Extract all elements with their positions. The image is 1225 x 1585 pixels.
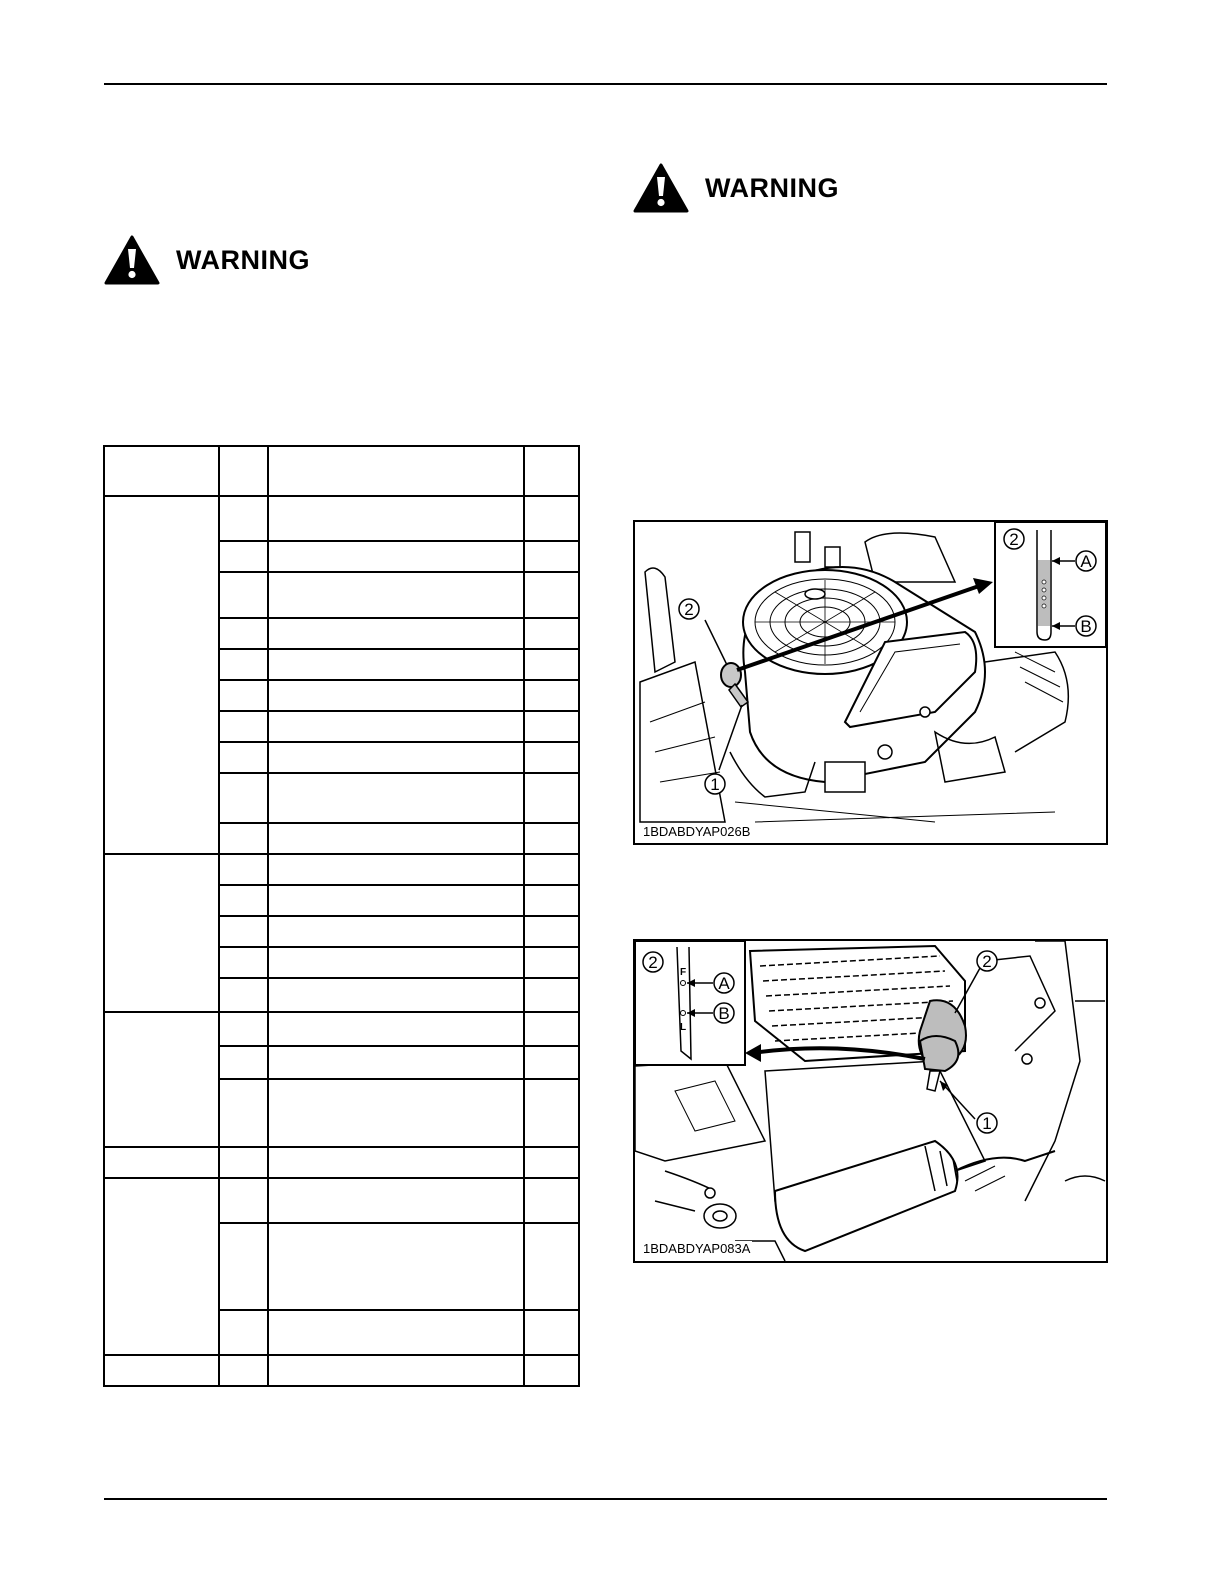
- table-cell: [219, 947, 268, 978]
- table-row: [104, 1147, 579, 1178]
- table-cell: [268, 541, 524, 572]
- table-cell: [219, 572, 268, 618]
- table-cell: [219, 1310, 268, 1355]
- table-cell: [524, 1046, 579, 1079]
- table-cell: [268, 823, 524, 854]
- table-cell: [219, 446, 268, 496]
- table-cell: [268, 1178, 524, 1223]
- table-row: [104, 1178, 579, 1223]
- callout-b: B: [718, 1004, 730, 1023]
- table-cell: [219, 823, 268, 854]
- dipstick-mark-f: F: [679, 967, 687, 978]
- table-cell: [524, 496, 579, 541]
- table-cell-item: [104, 854, 219, 1012]
- engine-illustration: [635, 522, 1106, 843]
- table-cell: [268, 978, 524, 1012]
- warning-triangle-icon: [633, 163, 689, 213]
- table-cell: [524, 1355, 579, 1386]
- table-cell: [268, 1310, 524, 1355]
- warning-label: WARNING: [705, 172, 839, 203]
- table-cell: [268, 742, 524, 773]
- table-cell: [524, 916, 579, 947]
- table-cell: [524, 742, 579, 773]
- table-cell: [268, 572, 524, 618]
- table-cell: [219, 1012, 268, 1046]
- table-cell: [268, 680, 524, 711]
- table-cell: [524, 1310, 579, 1355]
- table-cell: [219, 854, 268, 885]
- engine-illustration-alt: [635, 941, 1106, 1261]
- table-cell: [524, 854, 579, 885]
- table-cell: [268, 1223, 524, 1310]
- warning-banner-left: [104, 235, 310, 285]
- table-row: [104, 854, 579, 885]
- table-cell: [524, 947, 579, 978]
- figure-code: 1BDABDYAP083A: [643, 1241, 751, 1256]
- table-cell: [219, 618, 268, 649]
- table-cell-item: [104, 1012, 219, 1147]
- callout-2: 2: [982, 952, 992, 971]
- header-rule: [104, 83, 1107, 85]
- callout-1: 1: [982, 1114, 992, 1133]
- table-cell: [268, 496, 524, 541]
- table-cell-item: [104, 446, 219, 496]
- table-cell: [268, 1355, 524, 1386]
- warning-triangle-icon: [104, 235, 160, 285]
- callout-a: A: [718, 974, 730, 993]
- table-row: [104, 496, 579, 541]
- table-cell: [524, 711, 579, 742]
- table-cell: [268, 885, 524, 916]
- callout-2-inset: 2: [648, 953, 658, 972]
- table-cell: [219, 649, 268, 680]
- table-cell: [268, 1046, 524, 1079]
- table-cell: [219, 742, 268, 773]
- callout-a: A: [1080, 552, 1092, 571]
- table-cell: [219, 885, 268, 916]
- table-cell: [219, 1178, 268, 1223]
- table-cell: [524, 773, 579, 823]
- figure-code: 1BDABDYAP026B: [643, 824, 751, 839]
- table-cell: [524, 1079, 579, 1147]
- table-cell: [524, 618, 579, 649]
- table-cell-item: [104, 1355, 219, 1386]
- callout-2: 2: [684, 600, 694, 619]
- table-cell: [268, 916, 524, 947]
- table-cell: [524, 823, 579, 854]
- table-cell: [268, 649, 524, 680]
- table-cell: [524, 446, 579, 496]
- table-cell: [524, 1012, 579, 1046]
- table-cell-item: [104, 1178, 219, 1355]
- table-cell: [268, 854, 524, 885]
- table-cell-item: [104, 496, 219, 854]
- table-cell: [524, 649, 579, 680]
- table-row: [104, 1012, 579, 1046]
- table-row: [104, 446, 579, 496]
- table-cell: [219, 541, 268, 572]
- table-cell: [268, 618, 524, 649]
- table-cell: [524, 1147, 579, 1178]
- footer-rule: [104, 1498, 1107, 1500]
- table-cell: [268, 947, 524, 978]
- table-cell: [219, 1223, 268, 1310]
- table-cell: [219, 711, 268, 742]
- table-cell: [219, 1046, 268, 1079]
- table-cell: [524, 885, 579, 916]
- table-cell: [219, 1079, 268, 1147]
- table-cell: [524, 1223, 579, 1310]
- table-cell: [268, 1012, 524, 1046]
- figure-dipstick-alt: [633, 939, 1108, 1263]
- callout-b: B: [1080, 617, 1092, 636]
- table-cell: [219, 1355, 268, 1386]
- table-cell-item: [104, 1147, 219, 1178]
- callout-1: 1: [710, 775, 720, 794]
- table-cell: [219, 978, 268, 1012]
- table-cell: [524, 978, 579, 1012]
- table-cell: [268, 1147, 524, 1178]
- table-cell: [524, 680, 579, 711]
- table-row: [104, 1355, 579, 1386]
- table-cell: [219, 773, 268, 823]
- table-cell: [219, 680, 268, 711]
- warning-label: WARNING: [176, 244, 310, 275]
- maintenance-table: [103, 445, 580, 1387]
- warning-banner-right: [633, 163, 839, 213]
- table-cell: [268, 711, 524, 742]
- table-cell: [268, 1079, 524, 1147]
- table-cell: [524, 541, 579, 572]
- table-cell: [524, 572, 579, 618]
- table-cell: [219, 496, 268, 541]
- table-cell: [219, 916, 268, 947]
- table-cell: [524, 1178, 579, 1223]
- table-cell: [268, 446, 524, 496]
- table-cell: [268, 773, 524, 823]
- table-cell: [219, 1147, 268, 1178]
- dipstick-mark-l: L: [679, 1022, 687, 1033]
- figure-engine-dipstick: [633, 520, 1108, 845]
- callout-2-inset: 2: [1009, 530, 1019, 549]
